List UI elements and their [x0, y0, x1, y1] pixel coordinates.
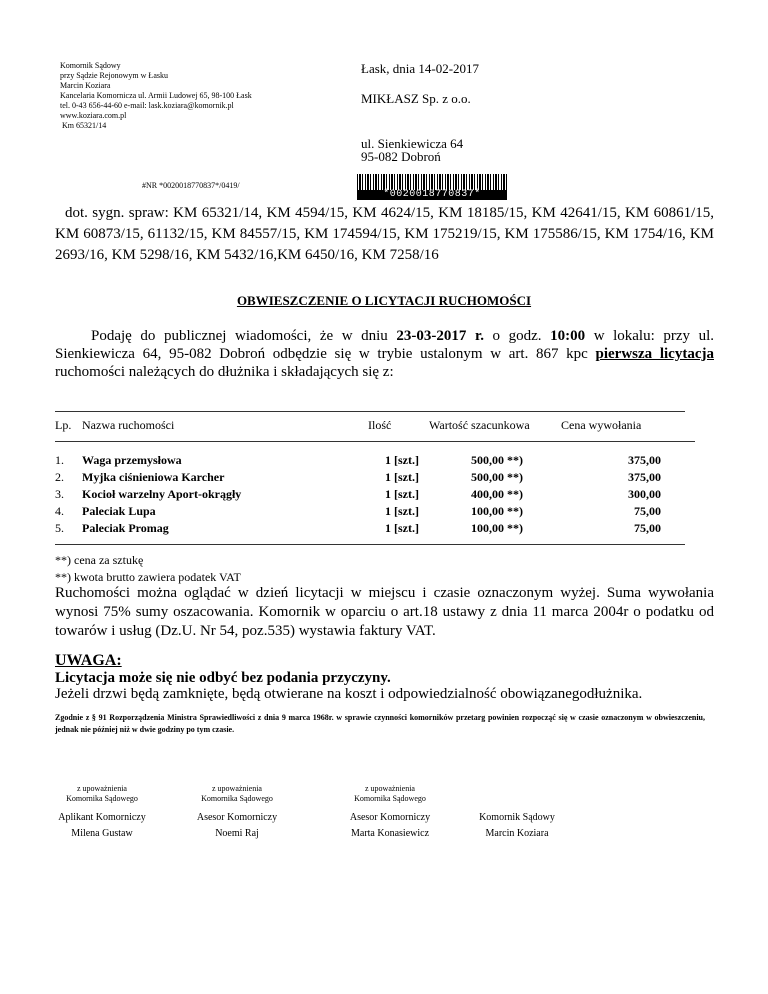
cell-value: 100,00 **) — [471, 521, 523, 535]
auction-type: pierwsza licytacja — [595, 346, 714, 362]
signature-name: Noemi Raj — [215, 828, 259, 839]
sender-line: Kancelaria Komornicza ul. Armii Ludowej 65, 98-100 Łask — [60, 91, 252, 100]
page-title: OBWIESZCZENIE O LICYTACJI RUCHOMOŚCI — [236, 293, 532, 308]
note-line: **) cena za sztukę — [55, 553, 144, 567]
signature-auth: z upoważnienia Komornika Sądowego — [66, 784, 138, 803]
header-qty: Ilość — [368, 418, 392, 432]
recipient-city: 95-082 Dobroń — [361, 149, 441, 164]
cell-lp: 2. — [55, 470, 64, 484]
cell-qty: 1 [szt.] — [385, 453, 419, 467]
cell-price: 375,00 — [628, 453, 661, 467]
place-date: Łask, dnia 14-02-2017 — [361, 61, 480, 76]
header-price: Cena wywołania — [561, 418, 642, 432]
signature-name: Marta Konasiewicz — [350, 828, 430, 839]
cell-name: Paleciak Promag — [82, 521, 169, 535]
cell-value: 500,00 **) — [471, 470, 523, 484]
cell-qty: 1 [szt.] — [385, 504, 419, 518]
table-bottom-rule — [55, 544, 685, 545]
cell-qty: 1 [szt.] — [385, 470, 419, 484]
cell-name: Kocioł warzelny Aport-okrągły — [82, 487, 242, 501]
regulation-note: Zgodnie z § 91 Rozporządzenia Ministra Sprawiedliwości z dnia 9 marca 1968r. w sprawie czynności komorników przetarg powinien rozpocząć się w czasie oznaczonym w obwieszczeniu, jednak nie później niż w dwie godziny po tym czasie. — [55, 713, 705, 734]
header-name: Nazwa ruchomości — [82, 418, 175, 432]
signature-role: Aplikant Komorniczy — [58, 812, 146, 823]
cell-price: 300,00 — [628, 487, 661, 501]
signature-role: Komornik Sądowy — [479, 812, 555, 823]
sender-line: Marcin Koziara — [60, 81, 111, 90]
auction-time: 10:00 — [550, 328, 586, 344]
header-lp: Lp. — [55, 418, 72, 432]
cell-price: 75,00 — [634, 521, 661, 535]
header-value: Wartość szacunkowa — [429, 418, 530, 432]
viewing-paragraph: Ruchomości można oglądać w dzień licytacji w miejscu i czasie oznaczonym wyżej. Suma wywołania wynosi 75% sumy oszacowania. Komornik w oparciu o art.18 ustawy z dnia 11 marca 2004r o podatku od towarów i usług (Dz.U. Nr 54, poz.535) wystawia faktury VAT. — [55, 585, 714, 639]
sender-block — [60, 61, 252, 131]
warning-line-1: Licytacja może się nie odbyć bez podania przyczyny. — [55, 670, 391, 686]
cell-price: 375,00 — [628, 470, 661, 484]
cell-qty: 1 [szt.] — [385, 487, 419, 501]
cell-lp: 5. — [55, 521, 64, 535]
cell-value: 400,00 **) — [471, 487, 523, 501]
recipient-name: MIKŁASZ Sp. z o.o. — [361, 91, 471, 106]
signature-role: Asesor Komorniczy — [349, 812, 431, 823]
cell-value: 500,00 **) — [471, 453, 523, 467]
warning-line-2: Jeżeli drzwi będą zamknięte, będą otwierane na koszt i odpowiedzialność obowiązanegodłużnika. — [55, 686, 643, 702]
notes — [55, 552, 241, 586]
cell-lp: 3. — [55, 487, 64, 501]
cell-name: Myjka ciśnieniowa Karcher — [82, 470, 225, 484]
note-line: **) kwota brutto zawiera podatek VAT — [55, 570, 241, 584]
signature-auth: z upoważnienia Komornika Sądowego — [354, 784, 426, 803]
cell-qty: 1 [szt.] — [385, 521, 419, 535]
cell-price: 75,00 — [634, 504, 661, 518]
signature-auth: z upoważnienia Komornika Sądowego — [201, 784, 273, 803]
sender-line: www.koziara.com.pl — [60, 111, 127, 120]
cell-value: 100,00 **) — [471, 504, 523, 518]
cell-lp: 1. — [55, 453, 64, 467]
cell-name: Waga przemysłowa — [82, 453, 182, 467]
intro-paragraph: Podaję do publicznej wiadomości, że w dniu 23-03-2017 r. o godz. 10:00 w lokalu: przy ul. Sienkiewicza 64, 95-082 Dobroń odbędzie się w trybie ustalonym w art. 867 kpc pierwsza licytacja ruchomości należących do dłużnika i składających się z: — [55, 328, 714, 380]
table-top-rule — [55, 411, 685, 412]
signature-name: Marcin Koziara — [485, 828, 549, 839]
signature-name: Milena Gustaw — [71, 828, 133, 839]
signature-role: Asesor Komorniczy — [196, 812, 278, 823]
cell-name: Paleciak Lupa — [82, 504, 156, 518]
barcode-text: *0020018770837* — [357, 190, 507, 200]
warning-heading: UWAGA: — [55, 652, 122, 669]
cell-lp: 4. — [55, 504, 64, 518]
auction-date: 23-03-2017 r. — [396, 328, 484, 344]
sender-line: tel. 0-43 656-44-60 e-mail: lask.koziara@komornik.pl — [60, 101, 234, 110]
recipient-street: ul. Sienkiewicza 64 — [361, 136, 464, 151]
sender-line: Komornik Sądowy — [60, 61, 121, 70]
case-references: dot. sygn. spraw: KM 65321/14, KM 4594/15, KM 4624/15, KM 18185/15, KM 42641/15, KM 60861/15, KM 60873/15, 61132/15, KM 84557/15, KM 174594/15, KM 175219/15, KM 175586/15, KM 1754/16, KM 2693/16, KM 5298/16, KM 5432/16,KM 6450/16, KM 7258/16 — [55, 205, 714, 263]
sender-line: przy Sądzie Rejonowym w Łasku — [60, 71, 168, 80]
sender-line: Km 65321/14 — [62, 121, 107, 130]
table-header-rule — [55, 441, 695, 442]
nr-reference: #NR *0020018770837*/0419/ — [142, 181, 240, 190]
